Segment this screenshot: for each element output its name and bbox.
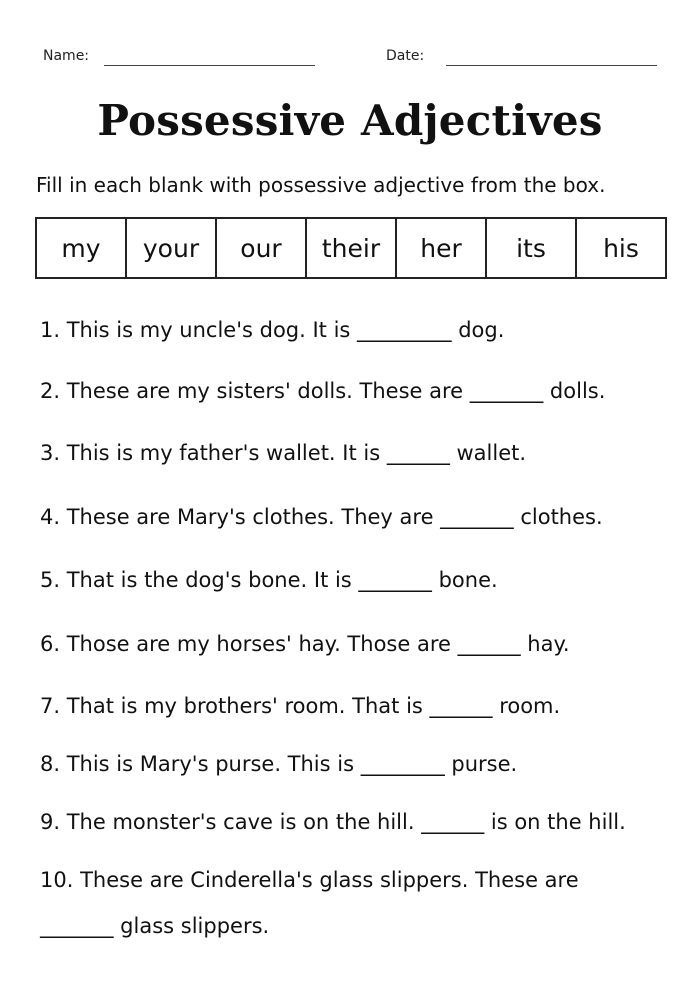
question-7: 7. That is my brothers' room. That is ______ room. bbox=[40, 694, 561, 718]
word-my: my bbox=[37, 219, 127, 277]
instructions: Fill in each blank with possessive adjective from the box. bbox=[36, 173, 606, 197]
question-3: 3. This is my father's wallet. It is ______ wallet. bbox=[40, 441, 527, 465]
word-your: your bbox=[127, 219, 217, 277]
word-their: their bbox=[307, 219, 397, 277]
question-8: 8. This is Mary's purse. This is ________ purse. bbox=[40, 752, 518, 776]
name-line[interactable] bbox=[104, 65, 315, 66]
date-line[interactable] bbox=[446, 65, 657, 66]
question-5: 5. That is the dog's bone. It is _______ bone. bbox=[40, 568, 498, 592]
name-label: Name: bbox=[43, 48, 90, 64]
question-10: 10. These are Cinderella's glass slippers. These are bbox=[40, 868, 579, 892]
word-our: our bbox=[217, 219, 307, 277]
question-10-continued: _______ glass slippers. bbox=[40, 914, 270, 938]
question-6: 6. Those are my horses' hay. Those are ______ hay. bbox=[40, 632, 570, 656]
date-label: Date: bbox=[386, 48, 425, 64]
word-its: its bbox=[487, 219, 577, 277]
word-his: his bbox=[603, 233, 639, 263]
word-box bbox=[35, 217, 667, 279]
question-2: 2. These are my sisters' dolls. These are _______ dolls. bbox=[40, 379, 606, 403]
header-row bbox=[0, 46, 700, 70]
question-4: 4. These are Mary's clothes. They are _______ clothes. bbox=[40, 505, 603, 529]
page-title: Possessive Adjectives bbox=[97, 96, 603, 145]
question-1: 1. This is my uncle's dog. It is _________ dog. bbox=[40, 318, 505, 342]
word-her: her bbox=[397, 219, 487, 277]
question-9: 9. The monster's cave is on the hill. ______ is on the hill. bbox=[40, 810, 626, 834]
